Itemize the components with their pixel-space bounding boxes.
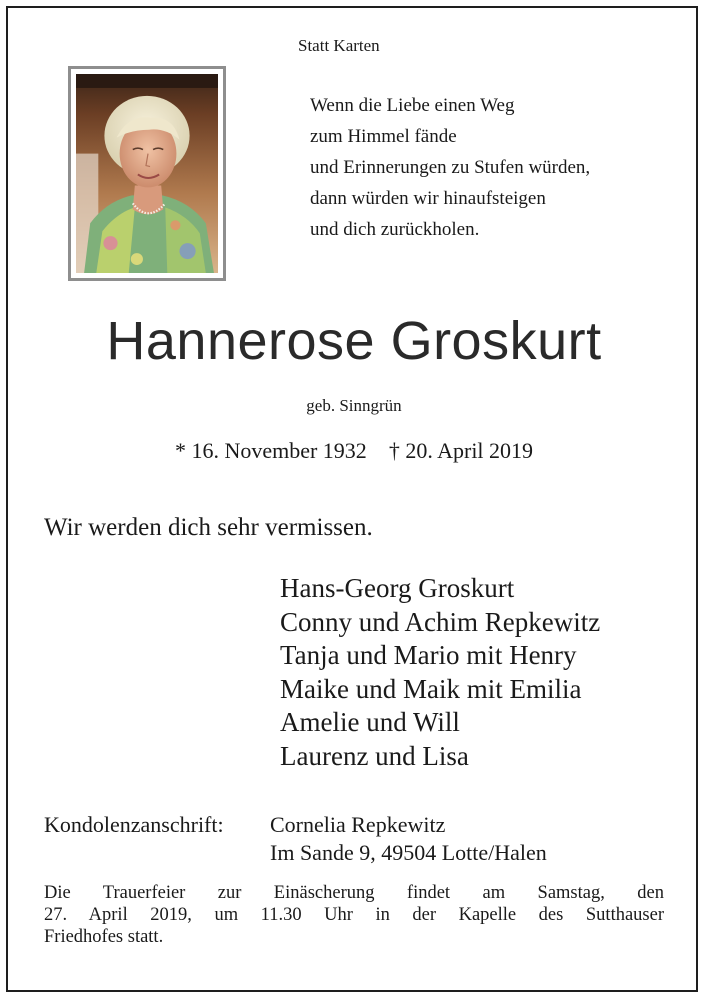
maiden-name: geb. Sinngrün	[306, 396, 402, 415]
poem-line: dann würden wir hinaufsteigen	[310, 188, 546, 209]
family-member: Laurenz und Lisa	[280, 740, 469, 771]
service-line: Friedhofes statt.	[44, 927, 164, 947]
poem-line: und dich zurückholen.	[310, 219, 480, 240]
portrait-image	[76, 74, 218, 273]
family-member: Tanja und Mario mit Henry	[280, 640, 577, 670]
death-date: † 20. April 2019	[388, 438, 534, 463]
poem-line: und Erinnerungen zu Stufen würden,	[310, 157, 591, 178]
family-list	[280, 572, 600, 773]
portrait-photo	[68, 66, 226, 281]
condolence-label: Kondolenzanschrift:	[44, 812, 224, 837]
life-dates	[0, 438, 708, 464]
header-label: Statt Karten	[298, 36, 380, 55]
poem	[310, 90, 590, 245]
family-member: Hans-Georg Groskurt	[280, 573, 515, 603]
service-notice	[44, 882, 664, 948]
poem-line: zum Himmel fände	[310, 126, 457, 147]
service-line: Die Trauerfeier zur Einäscherung findet am Samstag, den	[44, 883, 664, 903]
closing-sentence: Wir werden dich sehr vermissen.	[44, 514, 373, 541]
poem-line: Wenn die Liebe einen Weg	[310, 95, 515, 116]
family-member: Conny und Achim Repkewitz	[280, 606, 601, 637]
deceased-name: Hannerose Groskurt	[106, 311, 602, 371]
condolence-address: Im Sande 9, 49504 Lotte/Halen	[270, 840, 547, 865]
condolence-name: Cornelia Repkewitz	[270, 812, 446, 837]
family-member: Amelie und Will	[280, 707, 460, 737]
birth-date: * 16. November 1932	[174, 438, 367, 463]
service-line: 27. April 2019, um 11.30 Uhr in der Kapelle des Sutthauser	[44, 905, 664, 925]
family-member: Maike und Maik mit Emilia	[280, 673, 582, 704]
